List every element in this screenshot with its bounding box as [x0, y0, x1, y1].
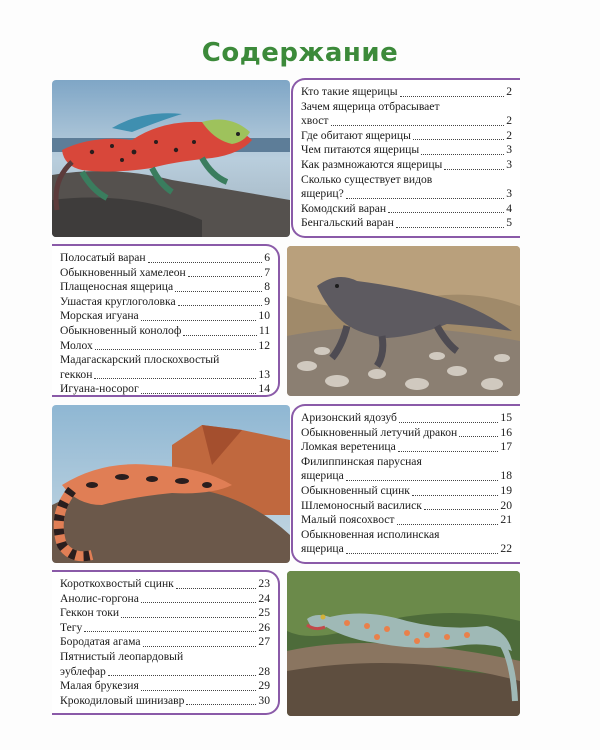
toc-item[interactable]: Как размножаются ящерицы 3	[301, 157, 512, 171]
toc-item[interactable]: геккон 13	[60, 367, 270, 381]
toc-item[interactable]: Шлемоносный василиск 20	[301, 498, 512, 512]
toc-item[interactable]: Аризонский ядозуб 15	[301, 411, 512, 424]
toc-item-line1[interactable]: Пятнистый леопардовый	[60, 649, 184, 663]
page-title: Содержание	[201, 38, 399, 68]
toc-item[interactable]: Молох 12	[60, 338, 270, 352]
toc-item[interactable]: Крокодиловый шинизавр 30	[60, 693, 270, 707]
toc-item-line1[interactable]: Обыкновенная исполинская	[301, 527, 440, 541]
toc-item[interactable]: Комодский варан 4	[301, 201, 512, 215]
toc-item[interactable]: ящериц? 3	[301, 187, 512, 201]
toc-item[interactable]: Малый поясохвост 21	[301, 513, 512, 527]
toc-item[interactable]: Обыкновенный летучий дракон 16	[301, 425, 512, 439]
toc-section-3	[291, 404, 520, 564]
toc-item[interactable]: Ушастая круглоголовка 9	[60, 294, 270, 308]
toc-item[interactable]: Бенгальский варан 5	[301, 216, 512, 230]
rhinoceros-iguana-illustration	[287, 246, 520, 396]
toc-item[interactable]: Геккон токи 25	[60, 606, 270, 620]
toc-item[interactable]: Кто такие ящерицы 2	[301, 85, 512, 98]
toc-item[interactable]: Плащеносная ящерица 8	[60, 280, 270, 294]
tokay-gecko-illustration	[287, 571, 520, 716]
toc-item[interactable]: ящерица 22	[301, 542, 512, 556]
toc-item-line1[interactable]: Филиппинская парусная	[301, 454, 422, 468]
toc-item[interactable]: хвост 2	[301, 114, 512, 128]
toc-item[interactable]: ящерица 18	[301, 469, 512, 483]
toc-section-2	[52, 244, 280, 397]
toc-item-line1[interactable]: Мадагаскарский плоскохвостый	[60, 353, 220, 367]
gila-monster-illustration	[52, 405, 290, 563]
toc-item[interactable]: Бородатая агама 27	[60, 635, 270, 649]
toc-item[interactable]: Тегу 26	[60, 620, 270, 634]
toc-item[interactable]: Короткохвостый сцинк 23	[60, 577, 270, 590]
toc-item[interactable]: Чем питаются ящерицы 3	[301, 143, 512, 157]
toc-item[interactable]: Ломкая веретеница 17	[301, 440, 512, 454]
toc-item-line1[interactable]: Сколько существует видов	[301, 172, 433, 186]
toc-section-4	[52, 570, 280, 715]
toc-item[interactable]: Обыкновенный конолоф 11	[60, 323, 270, 337]
toc-section-1	[291, 78, 520, 238]
iguana-illustration	[52, 80, 290, 237]
toc-item[interactable]: Обыкновенный сцинк 19	[301, 483, 512, 497]
toc-item[interactable]: Игуана-носорог 14	[60, 382, 270, 396]
toc-item-line1[interactable]: Зачем ящерица отбрасывает	[301, 99, 440, 113]
toc-item[interactable]: Анолис-горгона 24	[60, 591, 270, 605]
toc-item[interactable]: Обыкновенный хамелеон 7	[60, 265, 270, 279]
toc-item[interactable]: Малая брукезия 29	[60, 679, 270, 693]
toc-item[interactable]: Где обитают ящерицы 2	[301, 128, 512, 142]
toc-item[interactable]: Полосатый варан 6	[60, 251, 270, 264]
toc-item[interactable]: Морская игуана 10	[60, 309, 270, 323]
toc-item[interactable]: эублефар 28	[60, 664, 270, 678]
